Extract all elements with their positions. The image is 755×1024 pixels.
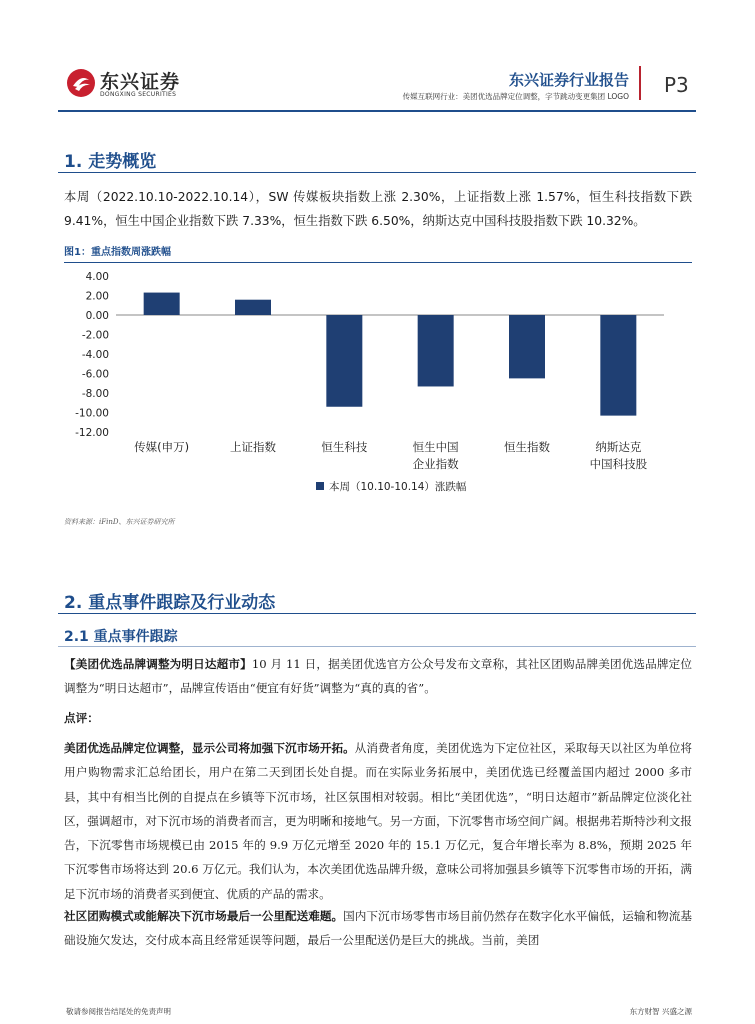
logo-chinese-name: 东兴证券 [100, 71, 181, 93]
report-type-title: 东兴证券行业报告 [508, 71, 629, 89]
section-1-rule [58, 172, 696, 173]
x-category-label: 上证指数 [230, 440, 276, 454]
comment-2-lead: 社区团购模式或能解决下沉市场最后一公里配送难题。 [64, 909, 344, 923]
event-text: 10 月 11 日，据美团优选官方公众号发布文章称，其社区团购品牌美团优选品牌定位调整为“明日达超市”，品牌宣传语由“便宜有好货”调整为“真的真的省”。 [64, 657, 692, 696]
y-tick-label: -12.00 [75, 427, 109, 439]
legend-swatch [316, 482, 324, 490]
bar [144, 293, 180, 315]
bar [600, 315, 636, 416]
section-2-rule [58, 613, 696, 614]
y-tick-label: 0.00 [85, 310, 109, 322]
y-tick-label: -10.00 [75, 407, 109, 420]
section-1-paragraph: 本周（2022.10.10-2022.10.14），SW 传媒板块指数上涨 2.30%，上证指数上涨 1.57%，恒生科技指数下跌 9.41%，恒生中国企业指数下跌 7.33%，恒生指数下跌 6.50%，纳斯达克中国科技股指数下跌 10.32%。 [64, 190, 692, 229]
dongxing-logo-icon [66, 68, 96, 98]
page-number: P3 [664, 73, 689, 97]
figure-title: 图1：重点指数周涨跌幅 [64, 247, 171, 258]
header-rule [58, 110, 696, 112]
comment-1-text: 从消费者角度，美团优选为下定位社区，采取每天以社区为单位将用户购物需求汇总给团长，用户在第二天到团长处自提。而在实际业务拓展中，美团优选已经覆盖国内超过 2000 多市县，其中有相当比例的自提点在乡镇等下沉市场，社区氛围相对较弱。相比“美团优选”，“明日达超市”新品牌定位淡化社区，强调超市，对下沉市场的消费者而言，更为明晰和接地气。另一方面，下沉零售市场空间广阔。根据弗若斯特沙利文报告，下沉零售市场规模已由 2015 年的 9.9 万亿元增至 2020 年的 15.1 万亿元，复合年增长率为 8.8%，预期 2025 年下沉零售市场将达到 20.6 万亿元。我们认为，本次美团优选品牌升级，意味公司将加强县乡镇等下沉零售市场的开拓，满足下沉市场的消费者买到便宜、优质的产品的需求。 [64, 741, 692, 901]
bar [235, 300, 271, 315]
x-category-label: 企业指数 [412, 457, 459, 471]
y-tick-label: 4.00 [85, 271, 109, 283]
comment-paragraph-1 [64, 736, 692, 906]
x-category-label: 恒生科技 [321, 440, 368, 454]
weekly-index-change-chart [64, 265, 692, 505]
event-paragraph [64, 652, 692, 701]
comment-1-lead: 美团优选品牌定位调整，显示公司将加强下沉市场开拓。 [64, 741, 355, 755]
y-tick-label: -8.00 [81, 388, 109, 400]
footer-disclaimer-note: 敬请参阅报告结尾处的免责声明 [66, 1007, 171, 1016]
header-divider-bar [639, 66, 641, 100]
subsection-2-1-title: 2.1 重点事件跟踪 [64, 629, 178, 645]
bar [509, 315, 545, 378]
logo-english-name: DONGXING SECURITIES [100, 91, 177, 98]
comment-paragraph-2 [64, 904, 692, 953]
y-tick-label: -6.00 [81, 368, 109, 381]
x-category-label: 纳斯达克 [595, 440, 642, 454]
y-tick-label: -2.00 [81, 329, 109, 342]
footer-slogan: 东方财智 兴盛之源 [629, 1007, 692, 1016]
legend-label: 本周（10.10-10.14）涨跌幅 [329, 481, 467, 493]
figure-title-rule [64, 262, 692, 263]
report-subtitle: 传媒互联网行业：美团优选品牌定位调整，字节跳动变更集团 LOGO [402, 92, 629, 101]
y-tick-label: -4.00 [81, 349, 109, 361]
section-2-title: 2. 重点事件跟踪及行业动态 [64, 593, 276, 613]
x-category-label: 恒生中国 [412, 440, 459, 454]
subsection-rule [58, 646, 696, 647]
event-lead: 【美团优选品牌调整为明日达超市】 [64, 657, 252, 671]
x-category-label: 恒生指数 [504, 440, 550, 454]
y-tick-label: 2.00 [85, 290, 109, 303]
bar [418, 315, 454, 386]
figure-source: 资料来源：iFinD、东兴证券研究所 [64, 518, 175, 526]
comment-label: 点评： [64, 711, 99, 725]
x-category-label: 中国科技股 [589, 457, 648, 471]
comment-2-text: 国内下沉市场零售市场目前仍然存在数字化水平偏低，运输和物流基础设施欠发达，交付成本高且经常延误等问题，最后一公里配送仍是巨大的挑战。当前，美团 [64, 909, 692, 948]
section-1-title: 1. 走势概览 [64, 152, 157, 172]
bar [326, 315, 362, 407]
x-category-label: 传媒(申万) [134, 440, 190, 454]
